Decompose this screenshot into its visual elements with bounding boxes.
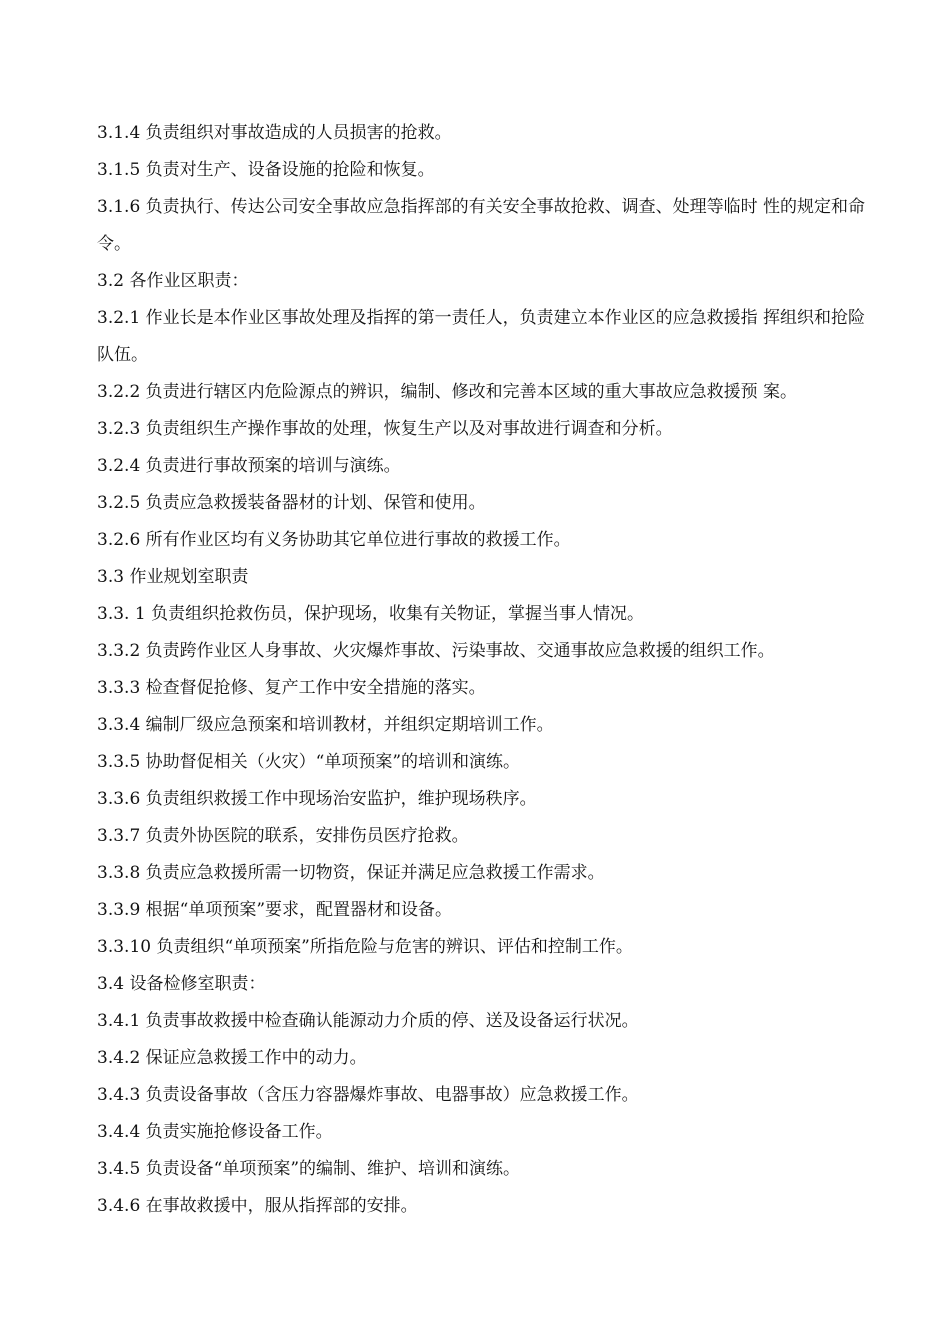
clause-3-4-2: 3.4.2 保证应急救援工作中的动力。 bbox=[97, 1048, 367, 1068]
clause-3-3-7: 3.3.7 负责外协医院的联系，安排伤员医疗抢救。 bbox=[97, 826, 469, 846]
clause-3-2-1: 3.2.1 作业长是本作业区事故处理及指挥的第一责任人，负责建立本作业区的应急救援指 挥组织和抢险队伍。 bbox=[97, 308, 866, 365]
clause-3-4-6: 3.4.6 在事故救援中，服从指挥部的安排。 bbox=[97, 1196, 418, 1216]
clause-3-3-10: 3.3.10 负责组织“单项预案”所指危险与危害的辨识、评估和控制工作。 bbox=[97, 937, 633, 957]
clause-3-4-5: 3.4.5 负责设备“单项预案”的编制、维护、培训和演练。 bbox=[97, 1159, 521, 1179]
clause-3-3-4: 3.3.4 编制厂级应急预案和培训教材，并组织定期培训工作。 bbox=[97, 715, 554, 735]
clause-3-2-5: 3.2.5 负责应急救援装备器材的计划、保管和使用。 bbox=[97, 493, 486, 513]
clause-3-3-8: 3.3.8 负责应急救援所需一切物资，保证并满足应急救援工作需求。 bbox=[97, 863, 605, 883]
clause-3-4-1: 3.4.1 负责事故救援中检查确认能源动力介质的停、送及设备运行状况。 bbox=[97, 1011, 639, 1031]
clause-3-3-5: 3.3.5 协助督促相关（火灾）“单项预案”的培训和演练。 bbox=[97, 752, 521, 772]
clause-3-3-3: 3.3.3 检查督促抢修、复产工作中安全措施的落实。 bbox=[97, 678, 486, 698]
section-3-3-heading: 3.3 作业规划室职责 bbox=[97, 567, 249, 587]
clause-3-3-6: 3.3.6 负责组织救援工作中现场治安监护，维护现场秩序。 bbox=[97, 789, 537, 809]
clause-3-4-4: 3.4.4 负责实施抢修设备工作。 bbox=[97, 1122, 333, 1142]
section-3-2-heading: 3.2 各作业区职责： bbox=[97, 271, 249, 291]
clause-3-3-2: 3.3.2 负责跨作业区人身事故、火灾爆炸事故、污染事故、交通事故应急救援的组织工作。 bbox=[97, 641, 775, 661]
clause-3-1-6: 3.1.6 负责执行、传达公司安全事故应急指挥部的有关安全事故抢救、调查、处理等临时 性的规定和命令。 bbox=[97, 197, 866, 254]
clause-3-1-5: 3.1.5 负责对生产、设备设施的抢险和恢复。 bbox=[97, 160, 435, 180]
clause-3-2-6: 3.2.6 所有作业区均有义务协助其它单位进行事故的救援工作。 bbox=[97, 530, 571, 550]
section-3-4-heading: 3.4 设备检修室职责： bbox=[97, 974, 266, 994]
clause-3-2-4: 3.2.4 负责进行事故预案的培训与演练。 bbox=[97, 456, 401, 476]
clause-3-4-3: 3.4.3 负责设备事故（含压力容器爆炸事故、电器事故）应急救援工作。 bbox=[97, 1085, 639, 1105]
clause-3-3-1: 3.3. 1 负责组织抢救伤员，保护现场，收集有关物证，掌握当事人情况。 bbox=[97, 604, 645, 624]
clause-3-3-9: 3.3.9 根据“单项预案”要求，配置器材和设备。 bbox=[97, 900, 453, 920]
clause-3-2-2: 3.2.2 负责进行辖区内危险源点的辨识，编制、修改和完善本区域的重大事故应急救援预 案。 bbox=[97, 382, 798, 402]
clause-3-1-4: 3.1.4 负责组织对事故造成的人员损害的抢救。 bbox=[97, 123, 452, 143]
clause-3-2-3: 3.2.3 负责组织生产操作事故的处理，恢复生产以及对事故进行调查和分析。 bbox=[97, 419, 673, 439]
document-body bbox=[97, 115, 867, 1225]
